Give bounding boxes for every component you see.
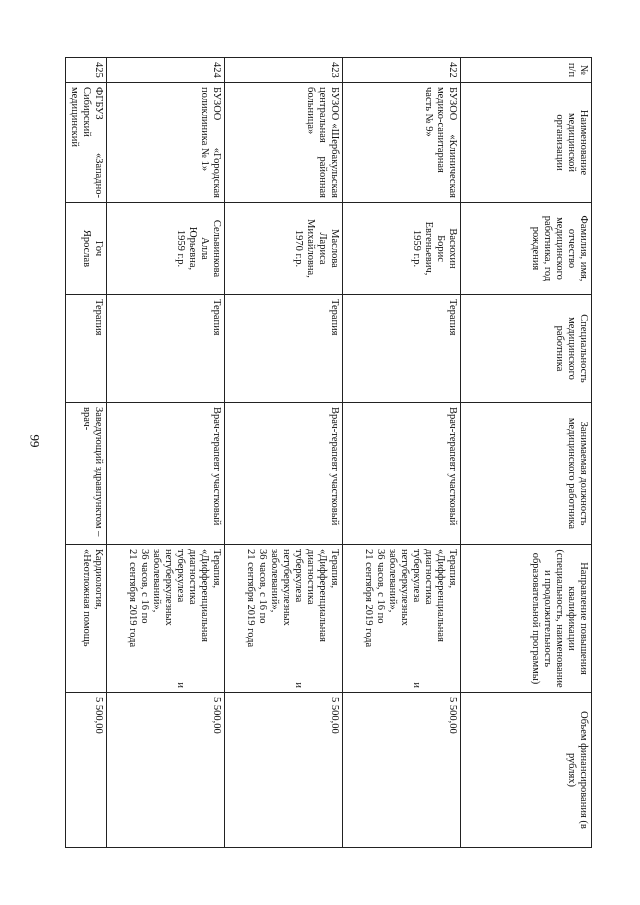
header-position: Занимаемая должность медицинского работника (461, 403, 592, 545)
row-funding: 5 500,00 (225, 693, 343, 848)
row-num: 422 (343, 58, 461, 83)
row-position: Врач-терапевт участковый (343, 403, 461, 545)
row-funding: 5 500,00 (66, 693, 107, 848)
row-funding: 5 500,00 (343, 693, 461, 848)
row-position: Врач-терапевт участковый (107, 403, 225, 545)
row-full-name: Маслова Лариса Михайловна, 1970 г.р. (225, 203, 343, 295)
header-num: № п/п (461, 58, 592, 83)
header-training-direction: Направление повышения квалификации (специальность, наименование и продолжительность образовательной программы) (461, 545, 592, 693)
row-training-direction: Терапия, «Дифференциальная диагностика туберкулеза и нетуберкулезных заболеваний», 36 часов, с 16 по 21 сентября 2019 года (107, 545, 225, 693)
header-full-name: Фамилия, имя, отчество медицинского работника, год рождения (461, 203, 592, 295)
row-training-direction: Терапия, «Дифференциальная диагностика туберкулеза и нетуберкулезных заболеваний», 36 часов, с 16 по 21 сентября 2019 года (225, 545, 343, 693)
table-header-row (461, 58, 592, 848)
table-row (343, 58, 461, 848)
header-organization: Наименование медицинской организации (461, 83, 592, 203)
page-number: 99 (27, 434, 43, 448)
row-num: 425 (66, 58, 107, 83)
training-register-table (65, 57, 592, 848)
row-training-direction: Кардиология, «Неотложная помощь (66, 545, 107, 693)
table-row (66, 58, 107, 848)
row-num: 424 (107, 58, 225, 83)
row-organization: БУЗОО «Клиническая медико-санитарная часть № 9» (343, 83, 461, 203)
row-position: Заведующий здравпунктом – врач- (66, 403, 107, 545)
row-specialty: Терапия (343, 295, 461, 403)
row-full-name: Сельвинкова Алла Юрьевна, 1959 г.р. (107, 203, 225, 295)
row-full-name: Васюхин Борис Евгеньевич, 1959 г.р. (343, 203, 461, 295)
row-organization: БУЗОО «Шербакульская центральная районная больница» (225, 83, 343, 203)
row-specialty: Терапия (107, 295, 225, 403)
row-training-direction: Терапия, «Дифференциальная диагностика туберкулеза и нетуберкулезных заболеваний», 36 часов, с 16 по 21 сентября 2019 года (343, 545, 461, 693)
row-organization: ФГБУЗ «Западно-Сибирский медицинский (66, 83, 107, 203)
row-specialty: Терапия (66, 295, 107, 403)
row-specialty: Терапия (225, 295, 343, 403)
row-position: Врач-терапевт участковый (225, 403, 343, 545)
row-full-name: Гоч Ярослав (66, 203, 107, 295)
header-funding: Объем финансирования (в рублях) (461, 693, 592, 848)
table-row (225, 58, 343, 848)
row-funding: 5 500,00 (107, 693, 225, 848)
table-row (107, 58, 225, 848)
row-organization: БУЗОО «Городская поликлиника № 1» (107, 83, 225, 203)
header-specialty: Специальность медицинского работника (461, 295, 592, 403)
row-num: 423 (225, 58, 343, 83)
